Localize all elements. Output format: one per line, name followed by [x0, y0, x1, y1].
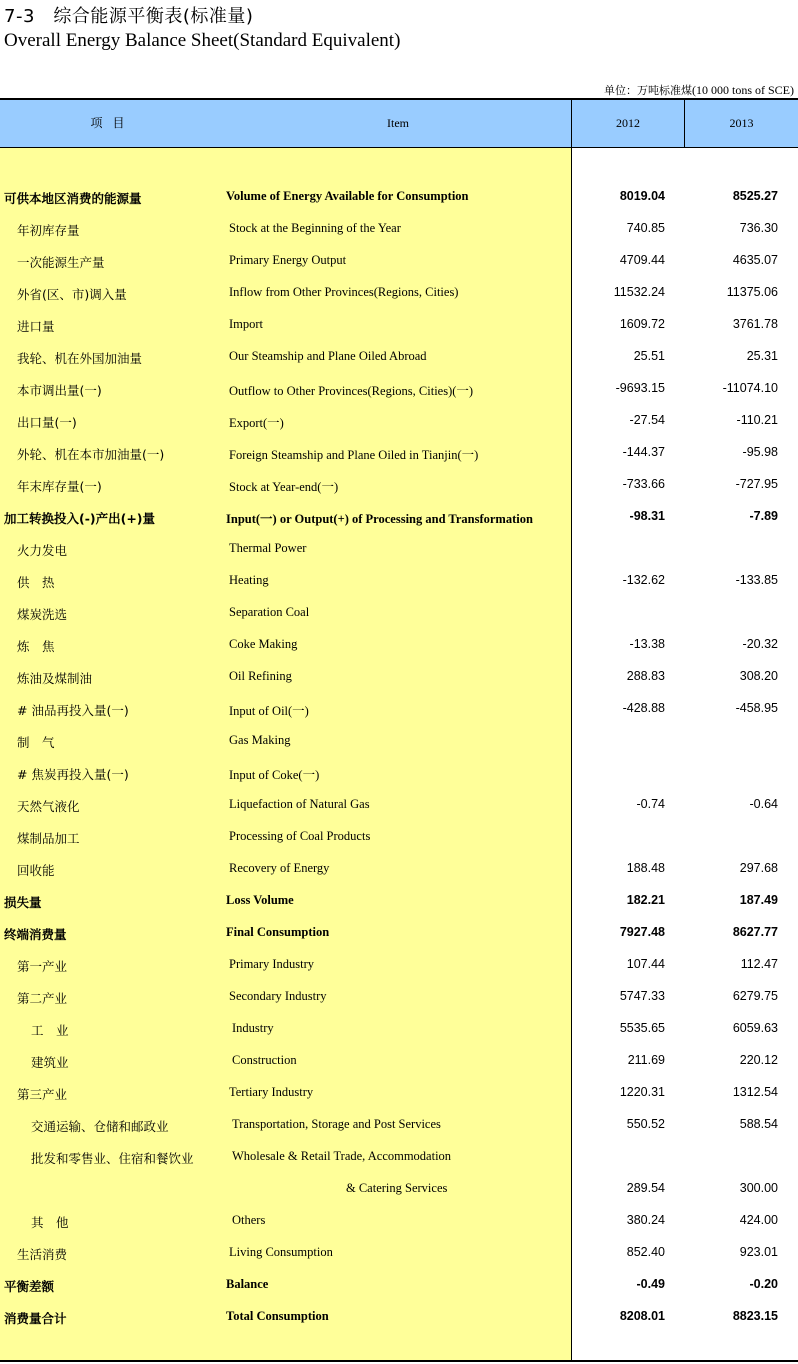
- table-row: [0, 404, 798, 436]
- table-row: [0, 916, 798, 948]
- row-label-chinese: 可供本地区消费的能源量: [4, 191, 142, 206]
- table-row: [0, 948, 798, 980]
- table-row: [0, 820, 798, 852]
- row-label-english: Living Consumption: [229, 1245, 333, 1259]
- value-2013: 11375.06: [726, 285, 778, 299]
- row-label-english: Industry: [232, 1021, 274, 1035]
- row-label-chinese: 制 气: [17, 735, 55, 750]
- value-2012: -98.31: [629, 509, 665, 523]
- row-label-english: Inflow from Other Provinces(Regions, Cities): [229, 285, 459, 299]
- row-label-english: Input of Coke(一): [229, 768, 320, 782]
- value-2013: -0.20: [749, 1277, 778, 1291]
- table-row: [0, 980, 798, 1012]
- value-2013: 8823.15: [732, 1309, 778, 1323]
- row-label-chinese: # 油品再投入量(一): [17, 703, 129, 718]
- unit-label: [604, 82, 794, 98]
- table-row: [0, 596, 798, 628]
- row-label-chinese: 本市调出量(一): [17, 383, 102, 398]
- value-2013: 297.68: [739, 861, 778, 875]
- row-label-chinese: 天然气液化: [17, 799, 80, 814]
- value-2013: -11074.10: [722, 381, 778, 395]
- table-row: [0, 244, 798, 276]
- value-2012: 25.51: [633, 349, 665, 363]
- header-year-2013: 2013: [729, 116, 754, 130]
- row-label-chinese: 年末库存量(一): [17, 479, 102, 494]
- row-label-english: Wholesale & Retail Trade, Accommodation: [232, 1149, 452, 1163]
- table-row: [0, 692, 798, 724]
- value-2012: 740.85: [626, 221, 665, 235]
- value-2012: -27.54: [629, 413, 665, 427]
- row-label-english: Volume of Energy Available for Consumption: [226, 189, 469, 203]
- row-label-english: Total Consumption: [226, 1309, 329, 1323]
- value-2013: 6279.75: [732, 989, 778, 1003]
- table-row: [0, 788, 798, 820]
- value-2012: -0.74: [636, 797, 665, 811]
- value-2013: -7.89: [749, 509, 778, 523]
- value-2013: 8525.27: [732, 189, 778, 203]
- value-2013: 112.47: [740, 957, 778, 971]
- unit-label-chinese: 单位：万吨标准煤: [604, 84, 692, 97]
- row-label-chinese: 生活消费: [17, 1247, 68, 1262]
- value-2013: 1312.54: [732, 1085, 778, 1099]
- row-label-chinese: 其 他: [31, 1215, 69, 1230]
- value-2012: 852.40: [626, 1245, 665, 1259]
- value-2012: 5535.65: [619, 1021, 665, 1035]
- value-2012: 8019.04: [619, 189, 665, 203]
- value-2013: 8627.77: [732, 925, 778, 939]
- value-2013: 3761.78: [732, 317, 778, 331]
- value-2013: -110.21: [736, 413, 778, 427]
- table-row: [0, 500, 798, 532]
- table-row: [0, 628, 798, 660]
- value-2013: -20.32: [742, 637, 778, 651]
- row-label-english: Others: [232, 1213, 266, 1227]
- value-2012: -144.37: [622, 445, 665, 459]
- row-label-chinese: 建筑业: [31, 1055, 69, 1070]
- value-2012: 4709.44: [619, 253, 665, 267]
- value-2013: -727.95: [735, 477, 778, 491]
- value-2012: 182.21: [626, 893, 665, 907]
- table-row: [0, 468, 798, 500]
- row-label-english: Outflow to Other Provinces(Regions, Cities)(一): [229, 384, 474, 398]
- value-2012: 107.44: [626, 957, 665, 971]
- value-2013: 4635.07: [732, 253, 778, 267]
- table-bottom-rule: [0, 1360, 798, 1362]
- value-2013: -0.64: [749, 797, 778, 811]
- value-2013: 220.12: [739, 1053, 778, 1067]
- value-2012: 211.69: [627, 1053, 665, 1067]
- row-label-chinese: # 焦炭再投入量(一): [17, 767, 129, 782]
- row-label-english: Export(一): [229, 416, 284, 430]
- table-row: [0, 1236, 798, 1268]
- row-label-english: Coke Making: [229, 637, 298, 651]
- table-header: [0, 100, 798, 148]
- row-label-english: Heating: [229, 573, 269, 587]
- row-label-chinese: 批发和零售业、住宿和餐饮业: [31, 1151, 194, 1166]
- value-2013: 923.01: [739, 1245, 778, 1259]
- value-2012: 380.24: [626, 1213, 665, 1227]
- row-label-english: Construction: [232, 1053, 297, 1067]
- header-item-chinese: 项目: [90, 116, 135, 130]
- row-label-chinese: 第二产业: [17, 991, 68, 1006]
- column-divider-years: [684, 100, 685, 147]
- value-2012: 288.83: [626, 669, 665, 683]
- row-label-english: Transportation, Storage and Post Services: [232, 1117, 441, 1131]
- table-row: [0, 756, 798, 788]
- row-label-chinese: 损失量: [4, 895, 42, 910]
- row-label-chinese: 供 热: [17, 575, 55, 590]
- table-row: [0, 724, 798, 756]
- row-label-english: Tertiary Industry: [229, 1085, 314, 1099]
- table-row: [0, 532, 798, 564]
- value-2012: 550.52: [626, 1117, 665, 1131]
- row-label-english: Recovery of Energy: [229, 861, 330, 875]
- row-label-english: Separation Coal: [229, 605, 310, 619]
- row-label-english: Final Consumption: [226, 925, 330, 939]
- table-top-rule: [0, 98, 798, 100]
- header-item-english: Item: [387, 116, 409, 130]
- table-row: [0, 1268, 798, 1300]
- row-label-english: Loss Volume: [226, 893, 294, 907]
- row-label-english: Import: [229, 317, 264, 331]
- table-row: [0, 1044, 798, 1076]
- table-row: [0, 180, 798, 212]
- value-2012: 5747.33: [619, 989, 665, 1003]
- table-row: [0, 884, 798, 916]
- row-label-english: Input of Oil(一): [229, 704, 309, 718]
- row-label-chinese: 火力发电: [17, 543, 68, 558]
- table-row: [0, 372, 798, 404]
- table-row: [0, 1204, 798, 1236]
- row-label-english: & Catering Services: [346, 1181, 448, 1195]
- value-2012: 8208.01: [619, 1309, 665, 1323]
- table-row: [0, 1108, 798, 1140]
- row-label-english: Foreign Steamship and Plane Oiled in Tianjin(一): [229, 448, 479, 462]
- table-row: [0, 1012, 798, 1044]
- row-label-chinese: 外轮、机在本市加油量(一): [17, 447, 165, 462]
- table-row: [0, 852, 798, 884]
- table-row: [0, 212, 798, 244]
- table-row: [0, 340, 798, 372]
- value-2012: 289.54: [626, 1181, 665, 1195]
- row-label-chinese: 我轮、机在外国加油量: [17, 351, 143, 366]
- row-label-english: Secondary Industry: [229, 989, 327, 1003]
- table-title-english: Overall Energy Balance Sheet(Standard Equivalent): [4, 30, 401, 51]
- value-2012: 1609.72: [619, 317, 665, 331]
- row-label-chinese: 一次能源生产量: [17, 255, 105, 270]
- row-label-chinese: 年初库存量: [17, 223, 80, 238]
- row-label-chinese: 第三产业: [17, 1087, 68, 1102]
- row-label-chinese: 炼油及煤制油: [17, 671, 93, 686]
- table-row: [0, 564, 798, 596]
- row-label-chinese: 消费量合计: [4, 1311, 67, 1326]
- table-row: [0, 436, 798, 468]
- table-row: [0, 276, 798, 308]
- value-2013: 6059.63: [732, 1021, 778, 1035]
- value-2012: -9693.15: [615, 381, 665, 395]
- table-row: [0, 1300, 798, 1332]
- table-row: [0, 660, 798, 692]
- value-2012: -132.62: [622, 573, 665, 587]
- value-2013: 25.31: [746, 349, 778, 363]
- value-2012: -0.49: [636, 1277, 665, 1291]
- value-2013: 588.54: [739, 1117, 778, 1131]
- value-2013: 300.00: [739, 1181, 778, 1195]
- row-label-chinese: 回收能: [17, 863, 55, 878]
- value-2012: -13.38: [629, 637, 665, 651]
- row-label-chinese: 出口量(一): [17, 415, 77, 430]
- row-label-english: Stock at the Beginning of the Year: [229, 221, 401, 235]
- row-label-english: Liquefaction of Natural Gas: [229, 797, 370, 811]
- unit-label-english: (10 000 tons of SCE): [692, 83, 794, 97]
- value-2013: 308.20: [739, 669, 778, 683]
- row-label-english: Stock at Year-end(一): [229, 480, 339, 494]
- row-label-english: Our Steamship and Plane Oiled Abroad: [229, 349, 427, 363]
- value-2012: -428.88: [622, 701, 665, 715]
- row-label-chinese: 平衡差额: [4, 1279, 55, 1294]
- value-2013: -133.85: [735, 573, 778, 587]
- value-2012: -733.66: [622, 477, 665, 491]
- row-label-english: Primary Energy Output: [229, 253, 347, 267]
- table-row: [0, 1172, 798, 1204]
- row-label-chinese: 第一产业: [17, 959, 68, 974]
- table-row: [0, 308, 798, 340]
- value-2013: -458.95: [735, 701, 778, 715]
- value-2012: 1220.31: [619, 1085, 665, 1099]
- row-label-chinese: 煤炭洗选: [17, 607, 68, 622]
- row-label-english: Balance: [226, 1277, 269, 1291]
- row-label-chinese: 加工转换投入(-)产出(+)量: [4, 511, 156, 526]
- value-2013: -95.98: [742, 445, 778, 459]
- value-2013: 424.00: [739, 1213, 778, 1227]
- table-title-chinese: 7-3 综合能源平衡表(标准量): [4, 6, 254, 27]
- row-label-english: Primary Industry: [229, 957, 315, 971]
- value-2012: 7927.48: [619, 925, 665, 939]
- table-body: [0, 180, 798, 1332]
- row-label-chinese: 炼 焦: [17, 639, 55, 654]
- row-label-chinese: 终端消费量: [4, 927, 67, 942]
- row-label-chinese: 进口量: [17, 319, 55, 334]
- table-row: [0, 1140, 798, 1172]
- value-2012: 11532.24: [613, 285, 665, 299]
- row-label-chinese: 煤制品加工: [17, 831, 80, 846]
- header-year-2012: 2012: [616, 116, 640, 130]
- value-2013: 187.49: [739, 893, 778, 907]
- row-label-chinese: 交通运输、仓储和邮政业: [31, 1119, 169, 1134]
- row-label-english: Processing of Coal Products: [229, 829, 371, 843]
- row-label-english: Input(一) or Output(+) of Processing and Transformation: [226, 512, 533, 526]
- row-label-english: Oil Refining: [229, 669, 292, 683]
- row-label-chinese: 工 业: [31, 1023, 69, 1038]
- value-2013: 736.30: [739, 221, 778, 235]
- row-label-chinese: 外省(区、市)调入量: [17, 287, 127, 302]
- table-row: [0, 1076, 798, 1108]
- row-label-english: Gas Making: [229, 733, 291, 747]
- value-2012: 188.48: [626, 861, 665, 875]
- row-label-english: Thermal Power: [229, 541, 307, 555]
